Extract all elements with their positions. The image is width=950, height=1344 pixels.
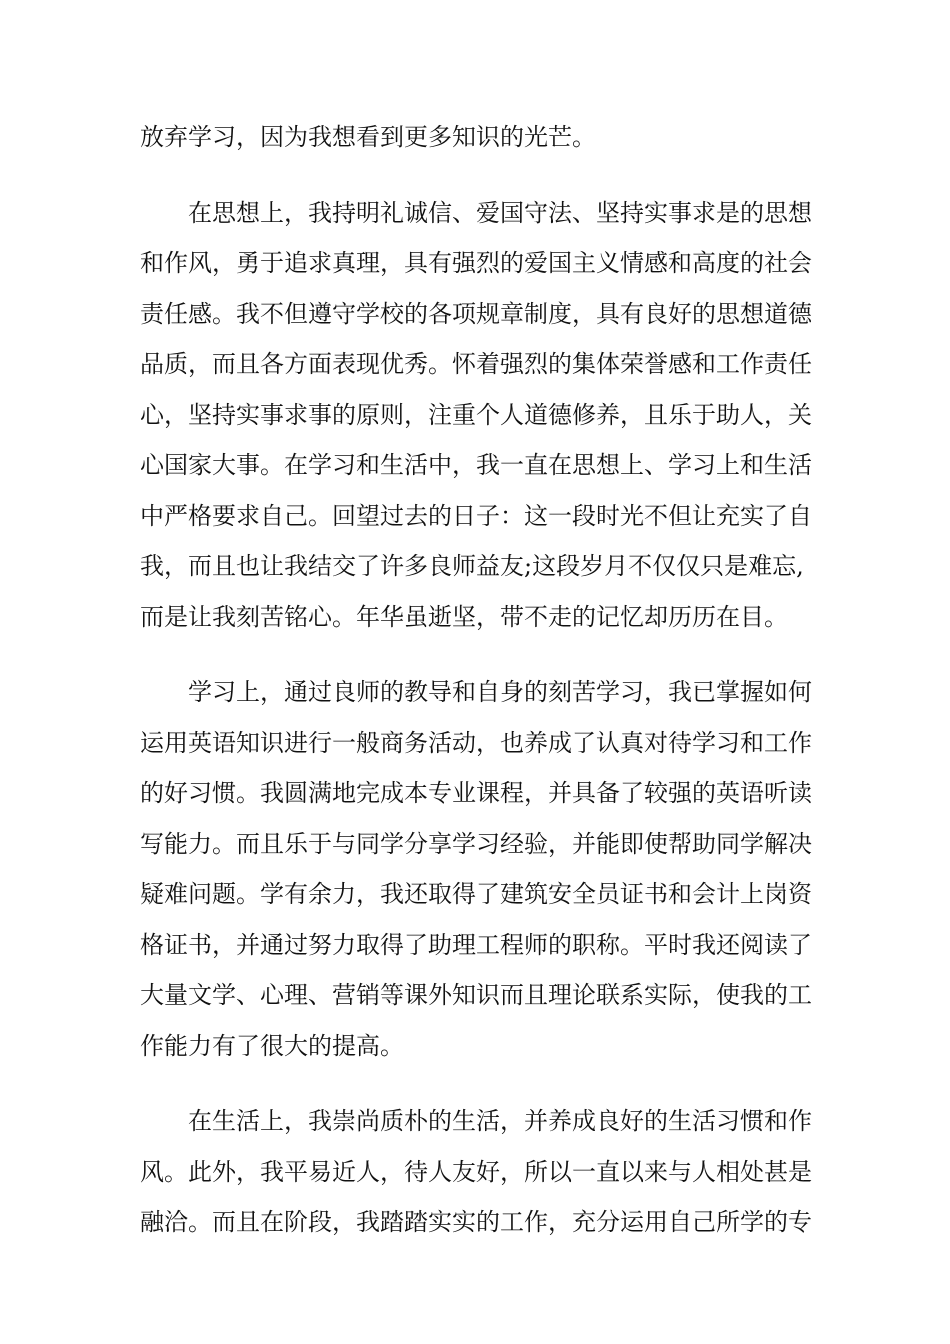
text-line: 品质，而且各方面表现优秀。怀着强烈的集体荣誉感和工作责任 bbox=[140, 350, 812, 378]
text-line: 放弃学习，因为我想看到更多知识的光芒。 bbox=[140, 123, 596, 151]
text-line: 心，坚持实事求事的原则，注重个人道德修养，且乐于助人，关 bbox=[140, 400, 812, 429]
text-line: 疑难问题。学有余力，我还取得了建筑安全员证书和会计上岗资 bbox=[140, 880, 812, 908]
text-line: 而是让我刻苦铭心。年华虽逝坚，带不走的记忆却历历在目。 bbox=[140, 602, 788, 631]
text-line: 心国家大事。在学习和生活中，我一直在思想上、学习上和生活 bbox=[140, 451, 812, 479]
text-line: 运用英语知识进行一般商务活动，也养成了认真对待学习和工作 bbox=[140, 728, 812, 757]
text-line: 作能力有了很大的提高。 bbox=[140, 1031, 404, 1060]
text-line: 中严格要求自己。回望过去的日子：这一段时光不但让充实了自 bbox=[140, 501, 812, 530]
text-line: 风。此外，我平易近人，待人友好，所以一直以来与人相处甚是 bbox=[140, 1157, 812, 1186]
text-line: 在生活上，我崇尚质朴的生活，并养成良好的生活习惯和作 bbox=[140, 1107, 812, 1135]
text-line: 的好习惯。我圆满地完成本专业课程，并具备了较强的英语听读 bbox=[140, 779, 812, 807]
text-line: 大量文学、心理、营销等课外知识而且理论联系实际，使我的工 bbox=[140, 981, 812, 1009]
text-line: 责任感。我不但遵守学校的各项规章制度，具有良好的思想道德 bbox=[140, 299, 812, 328]
paragraph-2 bbox=[140, 188, 812, 643]
paragraph-1 bbox=[140, 112, 812, 163]
text-line: 我，而且也让我结交了许多良师益友;这段岁月不仅仅只是难忘, bbox=[140, 552, 804, 580]
document-body bbox=[140, 112, 812, 1248]
text-line: 学习上，通过良师的教导和自身的刻苦学习，我已掌握如何 bbox=[140, 678, 812, 706]
text-line: 格证书，并通过努力取得了助理工程师的职称。平时我还阅读了 bbox=[140, 930, 812, 959]
paragraph-4 bbox=[140, 1096, 812, 1248]
text-line: 写能力。而且乐于与同学分享学习经验，并能即使帮助同学解决 bbox=[140, 829, 812, 858]
paragraph-3 bbox=[140, 667, 812, 1071]
text-line: 融洽。而且在阶段，我踏踏实实的工作，充分运用自己所学的专 bbox=[140, 1208, 812, 1236]
text-line: 在思想上，我持明礼诚信、爱国守法、坚持实事求是的思想 bbox=[140, 198, 812, 227]
text-line: 和作风，勇于追求真理，具有强烈的爱国主义情感和高度的社会 bbox=[140, 249, 812, 277]
